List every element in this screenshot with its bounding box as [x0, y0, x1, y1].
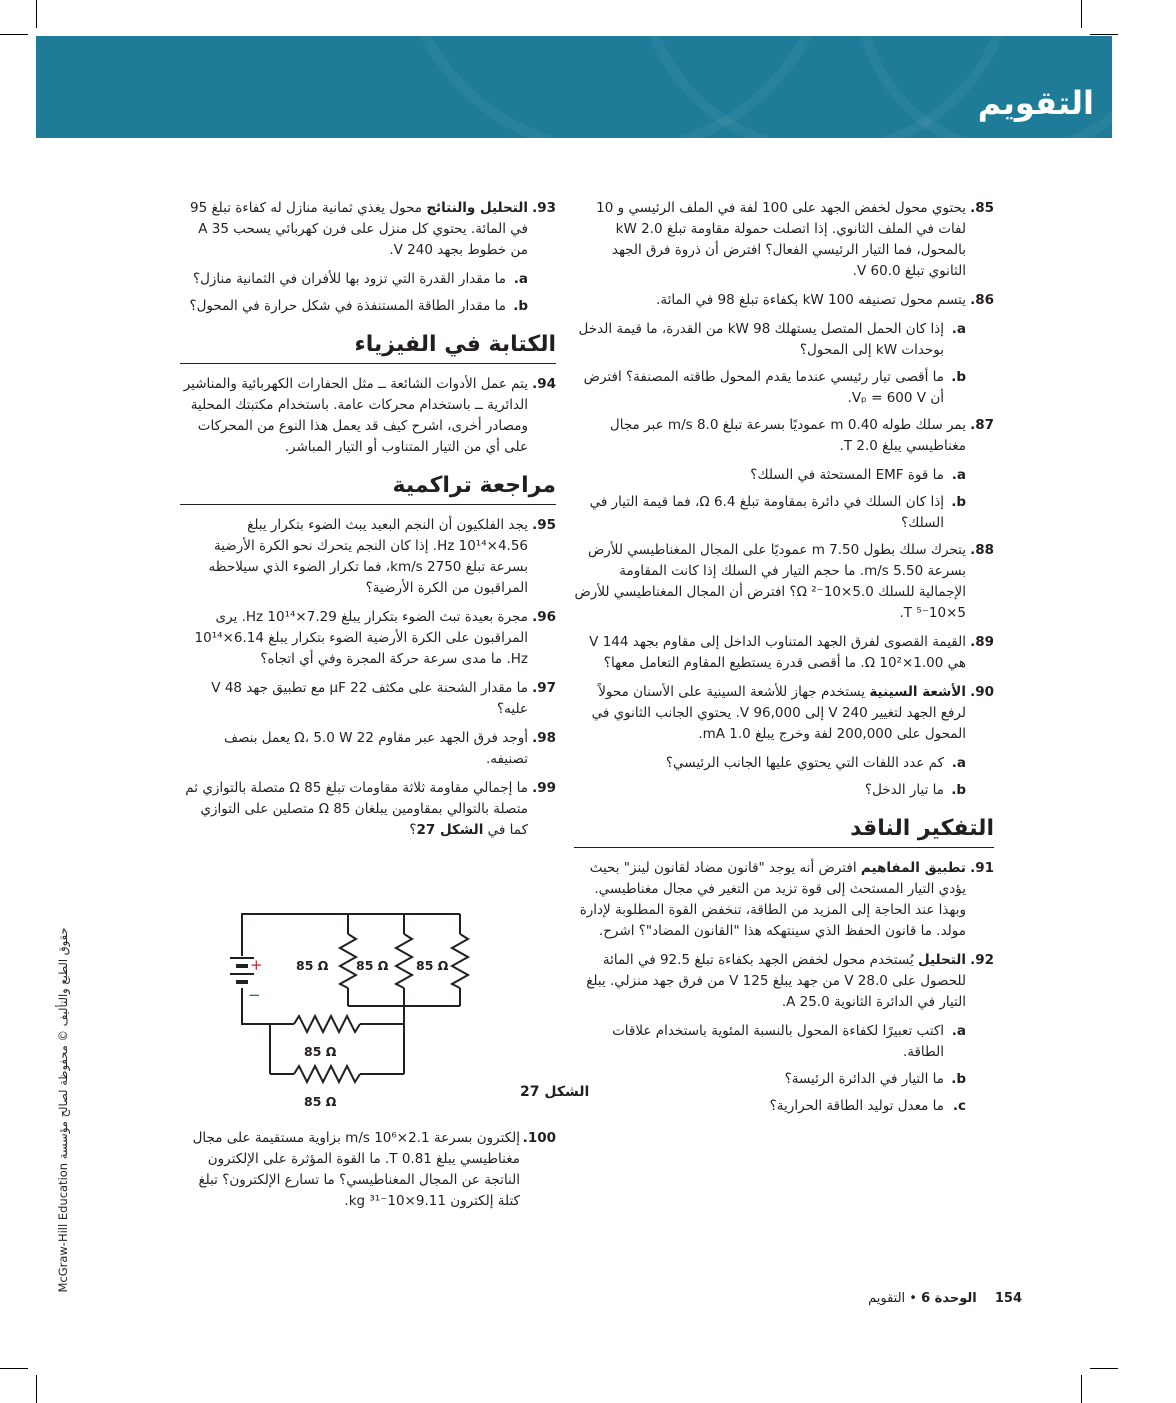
sub-letter: a. — [951, 321, 966, 337]
question-95 — [180, 515, 556, 599]
page-footer — [868, 1291, 1022, 1306]
question-85 — [574, 198, 994, 282]
question-86 — [574, 290, 994, 311]
question-number: 93. — [532, 200, 556, 216]
question-text: يتحرك سلك بطول 7.50 m عموديًا على المجال المغناطيسي للأرض بسرعة 5.50 m/s. ما حجم التيار في السلك إذا كانت المقاومة الإجمالية للسلك 5.0×10⁻² Ω؟ افترض أن المجال المغناطيسي للأرض 5×10⁻⁵ T. — [574, 542, 966, 621]
question-number: 90. — [970, 684, 994, 700]
question-number: 95. — [532, 517, 556, 533]
question-number: 100. — [522, 1130, 556, 1146]
question-text: مجرة بعيدة تبث الضوء بتكرار يبلغ 7.29×10¹⁴ Hz. يرى المراقبون على الكرة الأرضية الضوء بتكرار يبلغ 6.14×10¹⁴ Hz. ما مدى سرعة حركة المجرة وفي أي اتجاه؟ — [194, 609, 528, 667]
question-87 — [574, 415, 994, 457]
question-number: 92. — [970, 952, 994, 968]
question-number: 85. — [970, 200, 994, 216]
question-text: أوجد فرق الجهد عبر مقاوم 22 Ω، 5.0 W يعمل بنصف تصنيفه. — [223, 730, 528, 767]
sub-letter: a. — [951, 467, 966, 483]
crop-mark — [36, 0, 37, 28]
question-number: 96. — [532, 609, 556, 625]
resistor-label: 85 Ω — [304, 1094, 337, 1109]
question-90b — [574, 780, 966, 801]
page-title: التقويم — [977, 84, 1094, 122]
question-keyword: التحليل والنتائج — [426, 200, 528, 216]
sub-letter: c. — [952, 1098, 966, 1114]
crop-mark — [0, 1368, 28, 1369]
question-keyword: التحليل — [917, 952, 966, 968]
resistor-label: 85 Ω — [416, 958, 449, 973]
page-number: 154 — [994, 1291, 1022, 1306]
question-text: يتسم محول تصنيفه 100 kW بكفاءة تبلغ 98 في المائة. — [656, 292, 966, 308]
question-text: افترض أنه يوجد "قانون مضاد لقانون لينز" بحيث يؤدي التيار المستحث إلى قوة تزيد من التغير في مجال مغناطيسي. وبهذا عند الحاجة إلى المزيد من الطاقة، تنخفض القوة المطلوبة لإدارة مولد. ما قانون الحفظ الذي سينتهكه هذا "القانون المضاد"؟ اشرح. — [579, 860, 966, 939]
question-text: ما إجمالي مقاومة ثلاثة مقاومات تبلغ 85 Ω متصلة بالتوازي ثم متصلة بالتوالي بمقاومين يبلغان 85 Ω متصلين على التوازي كما في — [185, 780, 528, 838]
sub-text: ما مقدار الطاقة المستنفذة في شكل حرارة في المحول؟ — [189, 298, 506, 314]
question-text: يحتوي محول لخفض الجهد على 100 لفة في الملف الرئيسي و 10 لفات في الملف الثانوي. إذا اتصلت حمولة مقاومة تبلغ 2.0 kW بالمحول، فما التيار الرئيسي الفعال؟ افترض أن ذروة فرق الجهد الثانوي تبلغ 60.0 V. — [596, 200, 966, 279]
footer-label: التقويم — [868, 1291, 906, 1306]
section-heading-cumulative-review: مراجعة تراكمية — [180, 472, 556, 505]
question-number: 94. — [532, 376, 556, 392]
question-91 — [574, 858, 994, 942]
sub-letter: b. — [513, 298, 528, 314]
sub-text: ما قوة EMF المستحثة في السلك؟ — [750, 467, 944, 483]
resistor-label: 85 Ω — [304, 1044, 337, 1059]
question-text: إلكترون بسرعة 2.1×10⁶ m/s بزاوية مستقيمة على مجال مغناطيسي يبلغ 0.81 T. ما القوة المؤثرة على الإلكترون الناتجة عن المجال المغناطيسي؟ ما تسارع الإلكترون؟ تبلغ كتلة إلكترون 9.11×10⁻³¹ kg. — [192, 1130, 520, 1209]
resistor-zigzag — [340, 934, 356, 988]
crop-mark — [1090, 1368, 1118, 1369]
sub-letter: b. — [951, 369, 966, 385]
question-number: 98. — [532, 730, 556, 746]
sub-letter: a. — [513, 271, 528, 287]
battery-plus: + — [250, 956, 263, 974]
battery-minus: − — [248, 986, 261, 1004]
question-93 — [180, 198, 556, 261]
question-96 — [180, 607, 556, 670]
sub-text: ما التيار في الدائرة الرئيسة؟ — [784, 1071, 944, 1087]
question-text: يستخدم جهاز للأشعة السينية على الأسنان محولاً لرفع الجهد لتغيير 240 V إلى 96,000 V. يحتوي الجانب الثانوي في المحول على 200,000 لفة وخرج يبلغ 1.0 mA. — [591, 684, 966, 742]
question-text: يُستخدم محول لخفض الجهد بكفاءة تبلغ 92.5 في المائة للحصول على 28.0 V من جهد يبلغ 125 V من فرق جهد منزلي. يبلغ التيار في الدائرة الثانوية 25.0 A. — [586, 952, 966, 1010]
sub-letter: b. — [951, 782, 966, 798]
question-94 — [180, 374, 556, 458]
question-99 — [180, 778, 556, 841]
question-text: يتم عمل الأدوات الشائعة ــ مثل الحفارات الكهربائية والمناشير الدائرية ــ باستخدام محركات عامة. باستخدام مكتبتك المحلية ومصادر أخرى، اشرح كيف قد يعمل هذا النوع من المحركات على أي من التيار المتناوب أو التيار المباشر. — [183, 376, 528, 455]
sub-letter: b. — [951, 1071, 966, 1087]
question-keyword: الأشعة السينية — [869, 684, 966, 700]
sub-text: اكتب تعبيرًا لكفاءة المحول بالنسبة المئوية باستخدام علاقات الطاقة. — [612, 1023, 944, 1060]
question-92c — [574, 1096, 966, 1117]
question-number: 89. — [970, 634, 994, 650]
header-band — [36, 36, 1112, 138]
left-column-bottom — [180, 1128, 556, 1220]
question-86b — [574, 367, 966, 409]
sub-text: ما معدل توليد الطاقة الحرارية؟ — [769, 1098, 944, 1114]
figure-27-circuit — [214, 906, 590, 1128]
sub-letter: b. — [951, 494, 966, 510]
footer-separator: • — [909, 1291, 917, 1306]
question-text: ما مقدار الشحنة على مكثف 22 μF مع تطبيق جهد 48 V عليه؟ — [211, 680, 528, 717]
question-text: يجد الفلكيون أن النجم البعيد يبث الضوء بتكرار يبلغ 4.56×10¹⁴ Hz. إذا كان النجم يتحرك نحو الكرة الأرضية بسرعة تبلغ 2750 km/s، فما تكرار الضوء الذي سيلاحظه المراقبون من الكرة الأرضية؟ — [208, 517, 528, 596]
question-number: 87. — [970, 417, 994, 433]
question-number: 97. — [532, 680, 556, 696]
crop-mark — [1081, 1375, 1082, 1403]
question-93a — [180, 269, 528, 290]
question-90 — [574, 682, 994, 745]
sub-letter: a. — [951, 755, 966, 771]
question-number: 86. — [970, 292, 994, 308]
copyright-text: McGraw-Hill Education حقوق الطبع والتأليف © محفوظة لصالح مؤسسة — [56, 927, 70, 1293]
left-column — [180, 198, 556, 849]
resistor-zigzag — [294, 1016, 360, 1032]
question-92b — [574, 1069, 966, 1090]
figure-caption: الشكل 27 — [520, 1084, 590, 1100]
figure-reference: الشكل 27 — [416, 822, 484, 838]
question-number: 91. — [970, 860, 994, 876]
sub-text: إذا كان الحمل المتصل يستهلك 98 kW من القدرة، ما قيمة الدخل بوحدات kW إلى المحول؟ — [578, 321, 944, 358]
question-100 — [180, 1128, 556, 1212]
question-90a — [574, 753, 966, 774]
question-97 — [180, 678, 556, 720]
sub-text: ما تيار الدخل؟ — [864, 782, 944, 798]
question-text: القيمة القصوى لفرق الجهد المتناوب الداخل إلى مقاوم بجهد 144 V هي 1.00×10² Ω. ما أقصى قدرة يستطيع المقاوم التعامل معها؟ — [589, 634, 966, 671]
sub-text: إذا كان السلك في دائرة بمقاومة تبلغ 6.4 Ω، فما قيمة التيار في السلك؟ — [589, 494, 944, 531]
sub-letter: a. — [951, 1023, 966, 1039]
resistor-zigzag — [294, 1066, 360, 1082]
question-keyword: تطبيق المفاهيم — [860, 860, 966, 876]
question-number: 88. — [970, 542, 994, 558]
question-93b — [180, 296, 528, 317]
section-heading-critical-thinking: التفكير الناقد — [574, 815, 994, 848]
resistor-label: 85 Ω — [296, 958, 329, 973]
question-98 — [180, 728, 556, 770]
question-92a — [574, 1021, 966, 1063]
circuit-diagram — [214, 906, 590, 1128]
resistor-zigzag — [396, 934, 412, 988]
right-column — [574, 198, 994, 1123]
question-89 — [574, 632, 994, 674]
question-text: محول يغذي ثمانية منازل له كفاءة تبلغ 95 في المائة. يحتوي كل منزل على فرن كهربائي يسحب 35 A من خطوط بجهد 240 V. — [190, 200, 528, 258]
question-88 — [574, 540, 994, 624]
question-87b — [574, 492, 966, 534]
sub-text: ما مقدار القدرة التي تزود بها للأفران في الثمانية منازل؟ — [192, 271, 506, 287]
crop-mark — [0, 34, 28, 35]
section-heading-writing: الكتابة في الفيزياء — [180, 331, 556, 364]
side-copyright — [54, 920, 72, 1300]
question-text: يمر سلك طوله 0.40 m عموديًا بسرعة تبلغ 8.0 m/s عبر مجال مغناطيسي يبلغ 2.0 T. — [609, 417, 966, 454]
sub-text: ما أقصى تيار رئيسي عندما يقدم المحول طاقته المصنفة؟ افترض أن Vₚ = 600 V. — [583, 369, 944, 406]
question-86a — [574, 319, 966, 361]
sub-text: كم عدد اللفات التي يحتوي عليها الجانب الرئيسي؟ — [665, 755, 944, 771]
question-92 — [574, 950, 994, 1013]
question-end: ؟ — [409, 822, 417, 838]
resistor-zigzag — [452, 934, 468, 988]
footer-unit: الوحدة 6 — [921, 1291, 977, 1306]
crop-mark — [36, 1375, 37, 1403]
resistor-label: 85 Ω — [356, 958, 389, 973]
question-number: 99. — [532, 780, 556, 796]
question-87a — [574, 465, 966, 486]
